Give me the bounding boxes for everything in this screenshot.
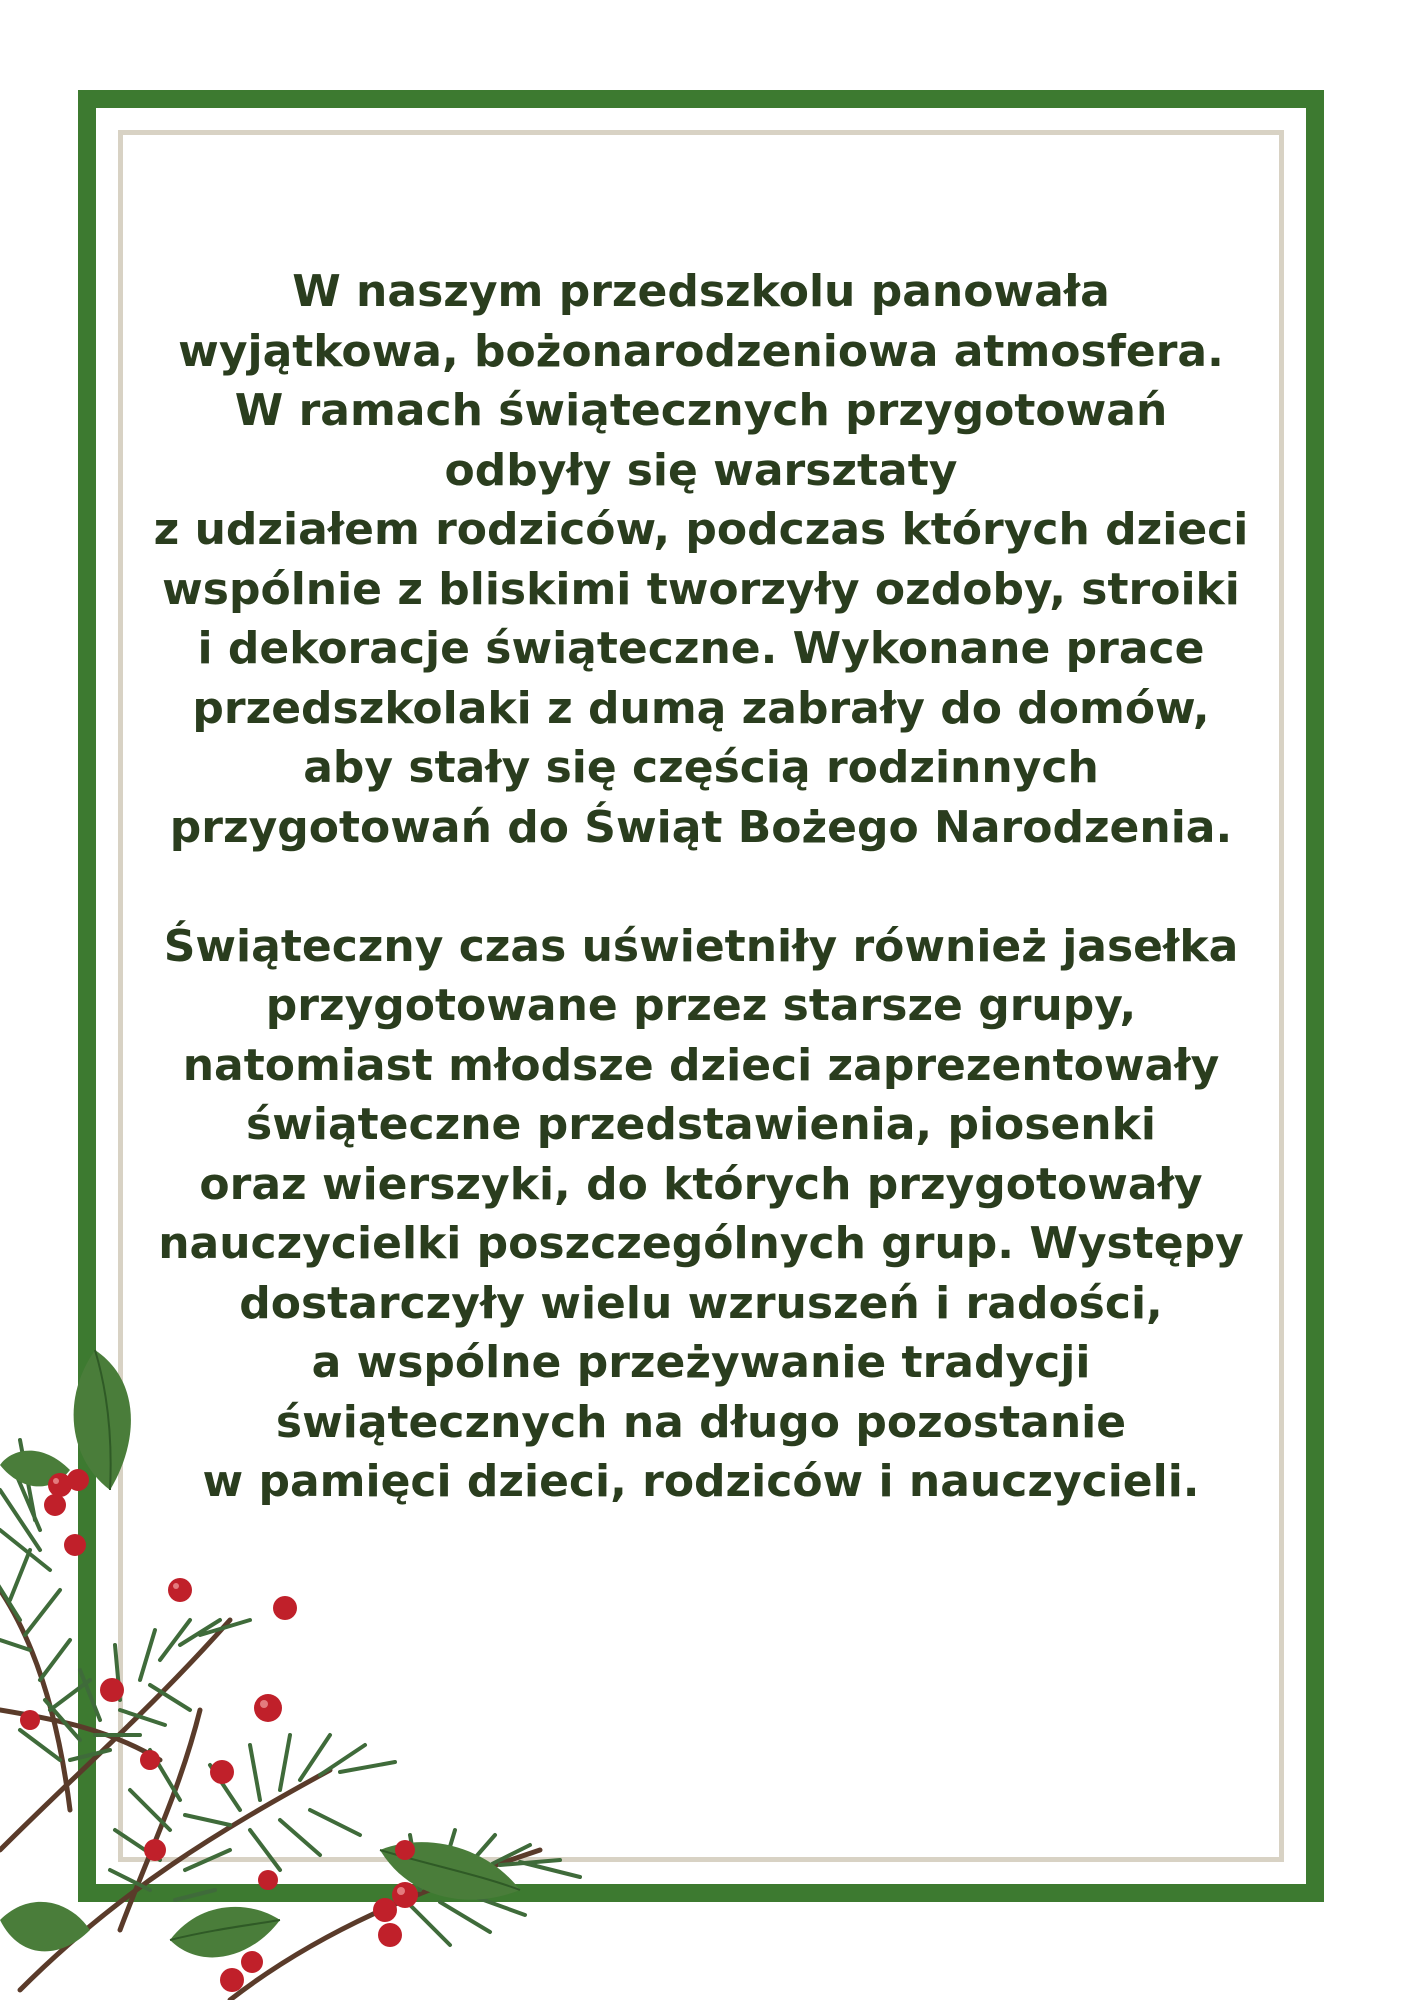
paragraph-2-line: oraz wierszyki, do których przygotowały: [199, 1158, 1203, 1210]
paragraph-1-line: wspólnie z bliskimi tworzyły ozdoby, stroiki: [162, 563, 1240, 615]
paragraph-1-line: wyjątkowa, bożonarodzeniowa atmosfera.: [178, 325, 1224, 377]
paragraph-2-line: a wspólne przeżywanie tradycji: [311, 1337, 1091, 1388]
paragraph-gap: [118, 857, 1284, 917]
branch-stems: [0, 1590, 540, 2000]
paragraph-2-line: przygotowane przez starsze grupy,: [265, 980, 1137, 1031]
paragraph-1-line: W naszym przedszkolu panowała: [292, 266, 1110, 317]
paragraph-2-line: w pamięci dzieci, rodziców i nauczycieli.: [202, 1456, 1200, 1507]
paragraph-2-line: świąteczne przedstawienia, piosenki: [246, 1099, 1156, 1150]
paragraph-1-line: przedszkolaki z dumą zabrały do domów,: [192, 682, 1210, 734]
paragraph-1-line: W ramach świątecznych przygotowań: [234, 385, 1168, 436]
paragraph-2-line: dostarczyły wielu wzruszeń i radości,: [239, 1277, 1163, 1329]
paragraph-1-line: i dekoracje świąteczne. Wykonane prace: [197, 623, 1205, 674]
paragraph-2-line: świątecznych na długo pozostanie: [275, 1396, 1127, 1448]
christmas-greenery-decoration: [0, 1290, 800, 2000]
paragraph-1-line: odbyły się warsztaty: [444, 444, 958, 496]
paragraph-2-line: Świąteczny czas uświetniły również jasełka: [163, 920, 1239, 972]
paragraph-1-line: z udziałem rodziców, podczas których dzieci: [153, 504, 1249, 555]
paragraph-2-line: nauczycielki poszczególnych grup. Występy: [158, 1218, 1244, 1269]
paragraph-1-line: aby stały się częścią rodzinnych: [303, 742, 1099, 793]
paragraph-2-line: natomiast młodsze dzieci zaprezentowały: [182, 1039, 1220, 1091]
paragraph-1-line: przygotowań do Świąt Bożego Narodzenia.: [169, 801, 1233, 853]
